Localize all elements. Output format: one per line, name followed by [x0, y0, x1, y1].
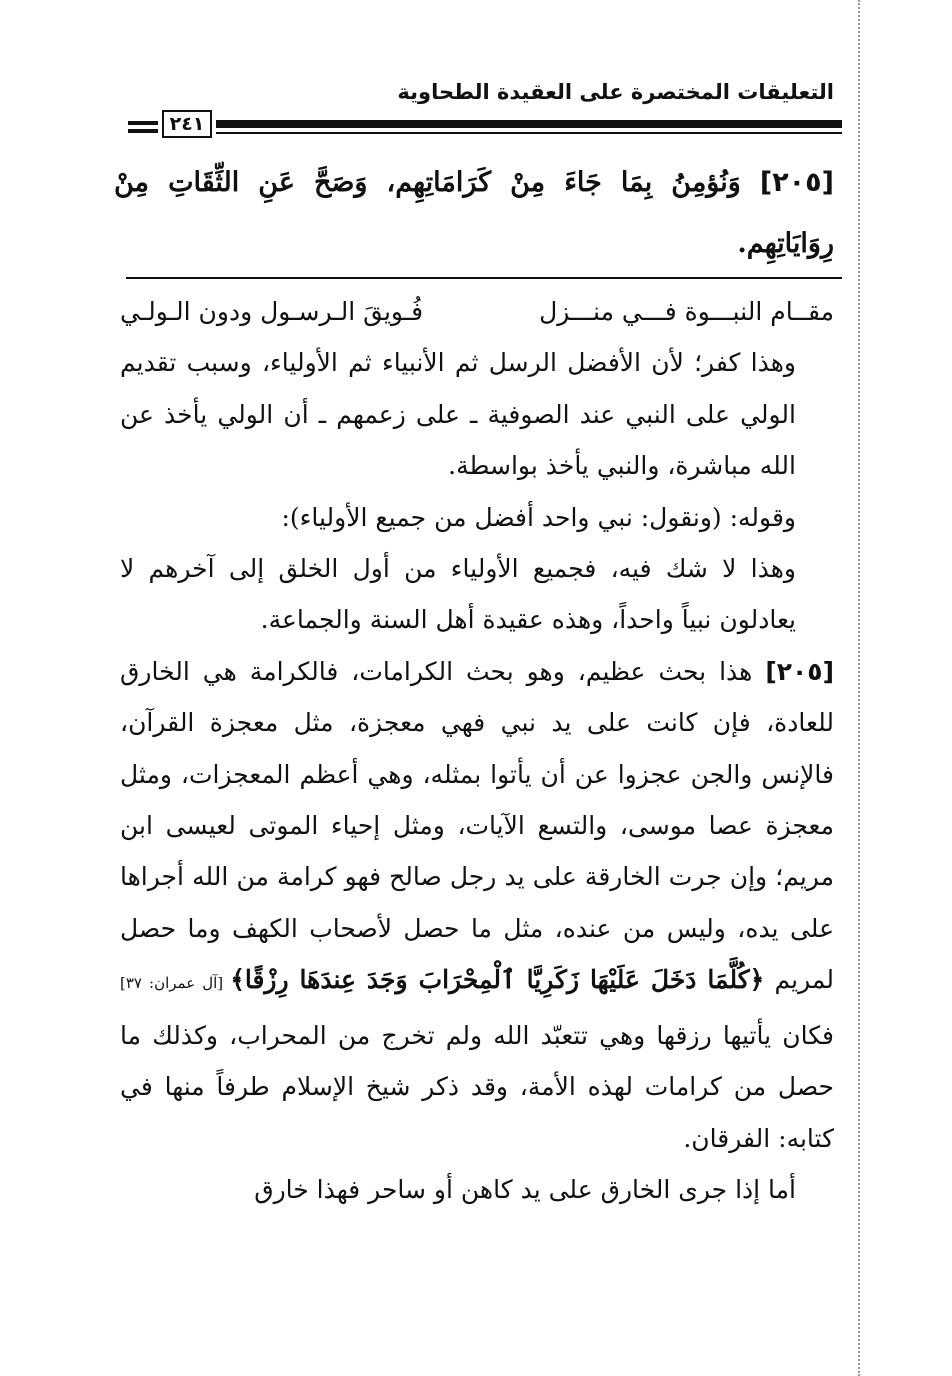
commentary-paragraph: وهذا كفر؛ لأن الأفضل الرسل ثم الأنبياء ثم الأولياء، وسبب تقديم الولي على النبي عند الصوفية ـ على زعمهم ـ أن الولي يأخذ عن الله مباشرة، والنبي يأخذ بواسطة.: [120, 348, 796, 481]
header-rule-thin: [216, 132, 842, 134]
poetry-verse: [120, 286, 834, 337]
left-rule-stub: [128, 121, 158, 125]
page-number: ٢٤١: [162, 110, 212, 138]
quran-verse: ﴿كُلَّمَا دَخَلَ عَلَيْهَا زَكَرِيَّا ٱلْمِحْرَابَ وَجَدَ عِندَهَا رِزْقًا﴾: [230, 965, 765, 995]
running-title: التعليقات المختصرة على العقيدة الطحاوية: [397, 80, 834, 104]
matn-separator-rule: [126, 277, 842, 279]
left-rule-stub: [128, 129, 158, 133]
quran-reference: [آل عمران: ٣٧]: [120, 974, 231, 993]
commentary-paragraph: وقوله: (ونقول: نبي واحد أفضل من جميع الأولياء):: [281, 502, 796, 532]
commentary-text: هذا بحث عظيم، وهو بحث الكرامات، فالكرامة هي الخارق للعادة، فإن كانت على يد نبي فهي معجزة، مثل معجزة القرآن، فالإنس والجن عجزوا عن أن يأتوا بمثله، وهي أعظم المعجزات، ومثل معجزة عصا موسى، والتسع الآيات، ومثل إحياء الموتى لعيسى ابن مريم؛ وإن جرت الخارقة على يد رجل صالح فهو كرامة من الله أجراها على يده، وليس من عنده، مثل ما حصل لأصحاب الكهف وما حصل لمريم: [120, 656, 834, 995]
matn-paragraph: [114, 152, 834, 274]
matn-text-block: [114, 152, 834, 274]
commentary-number: [٢٠٥]: [765, 656, 834, 686]
header-rule-thick: [216, 120, 842, 128]
header-rules: [128, 110, 842, 140]
verse-second-half: فُـويقَ الـرسـول ودون الـولـي: [120, 297, 424, 326]
matn-text: وَنُؤمِنُ بِمَا جَاءَ مِنْ كَرَامَاتِهِم، وَصَحَّ عَنِ الثِّقَاتِ مِنْ رِوَايَاتِهِم.: [114, 167, 834, 259]
commentary-paragraph-numbered: [120, 646, 834, 1164]
scan-dotted-margin: [858, 0, 860, 1376]
verse-first-half: مقــام النبـــوة فـــي منـــزل: [539, 297, 834, 326]
commentary-block: [120, 286, 834, 1215]
matn-number: [٢٠٥]: [759, 167, 834, 198]
commentary-paragraph: أما إذا جرى الخارق على يد كاهن أو ساحر فهذا خارق: [254, 1174, 796, 1204]
commentary-paragraph: وهذا لا شك فيه، فجميع الأولياء من أول الخلق إلى آخرهم لا يعادلون نبياً واحداً، وهذه عقيدة أهل السنة والجماعة.: [120, 554, 796, 635]
commentary-text-continued: فكان يأتيها رزقها وهي تتعبّد الله ولم تخرج من المحراب، وكذلك ما حصل من كرامات لهذه الأمة، وقد ذكر شيخ الإسلام طرفاً منها في كتابه: الفرقان.: [120, 1020, 834, 1153]
